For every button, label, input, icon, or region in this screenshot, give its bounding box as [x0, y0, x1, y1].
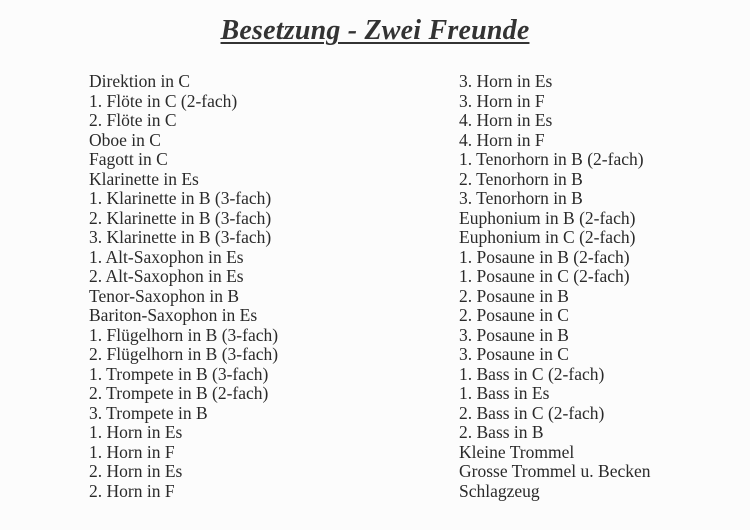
instrument-item: 3. Tenorhorn in B	[459, 188, 583, 208]
instrument-list-right	[459, 72, 651, 501]
document-title: Besetzung - Zwei Freunde	[220, 15, 530, 46]
instrument-item: 1. Bass in C (2-fach)	[459, 363, 605, 384]
instrument-item: 4. Horn in F	[459, 129, 545, 150]
instrument-item: 2. Flügelhorn in B (3-fach)	[89, 344, 279, 364]
instrument-item: 1. Trompete in B (3-fach)	[89, 363, 269, 384]
instrument-item: 1. Klarinette in B (3-fach)	[89, 188, 272, 208]
instrument-item: 1. Bass in Es	[459, 383, 550, 403]
instrument-item: 2. Tenorhorn in B	[459, 168, 583, 189]
instrument-item: Klarinette in Es	[89, 168, 199, 189]
instrument-item: 2. Flöte in C	[89, 110, 177, 130]
instrument-item: 2. Bass in B	[459, 422, 544, 442]
instrument-item: Oboe in C	[89, 129, 161, 150]
instrument-item: 1. Flügelhorn in B (3-fach)	[89, 324, 279, 345]
instrument-item: 4. Horn in Es	[459, 110, 553, 130]
instrument-item: 3. Horn in Es	[459, 71, 553, 91]
instrument-item: 1. Tenorhorn in B (2-fach)	[459, 149, 644, 169]
instrument-item: 1. Flöte in C (2-fach)	[89, 90, 238, 111]
instrument-item: 1. Posaune in C (2-fach)	[459, 266, 630, 286]
instrument-list-left	[89, 72, 278, 501]
instrument-item: 1. Posaune in B (2-fach)	[459, 246, 630, 267]
instrument-item: Tenor-Saxophon in B	[89, 285, 240, 306]
instrument-item: Euphonium in B (2-fach)	[459, 207, 636, 228]
instrument-item: 2. Posaune in C	[459, 305, 569, 325]
instrument-item: 3. Trompete in B	[89, 402, 208, 423]
instrument-item: Direktion in C	[89, 71, 191, 91]
instrument-item: 2. Klarinette in B (3-fach)	[89, 207, 272, 228]
instrument-item: Euphonium in C (2-fach)	[459, 227, 636, 247]
instrument-item: 2. Horn in F	[89, 480, 175, 501]
instrument-item: 2. Horn in Es	[89, 461, 183, 481]
instrument-item: 2. Bass in C (2-fach)	[459, 402, 605, 423]
instrument-item: 2. Trompete in B (2-fach)	[89, 383, 269, 403]
instrument-item: Grosse Trommel u. Becken	[459, 461, 651, 481]
instrument-item: Bariton-Saxophon in Es	[89, 305, 258, 325]
instrument-item: Fagott in C	[89, 149, 168, 169]
instrument-item: 3. Horn in F	[459, 90, 545, 111]
instrument-item: Schlagzeug	[459, 480, 540, 501]
instrument-item: 3. Posaune in C	[459, 344, 569, 364]
instrument-item: 3. Klarinette in B (3-fach)	[89, 227, 272, 247]
instrument-item: 1. Alt-Saxophon in Es	[89, 246, 244, 267]
instrument-item: 3. Posaune in B	[459, 324, 569, 345]
instrument-item: 1. Horn in F	[89, 441, 175, 462]
instrument-item: 1. Horn in Es	[89, 422, 183, 442]
instrument-item: 2. Posaune in B	[459, 285, 569, 306]
instrument-item: Kleine Trommel	[459, 441, 575, 462]
instrument-item: 2. Alt-Saxophon in Es	[89, 266, 244, 286]
